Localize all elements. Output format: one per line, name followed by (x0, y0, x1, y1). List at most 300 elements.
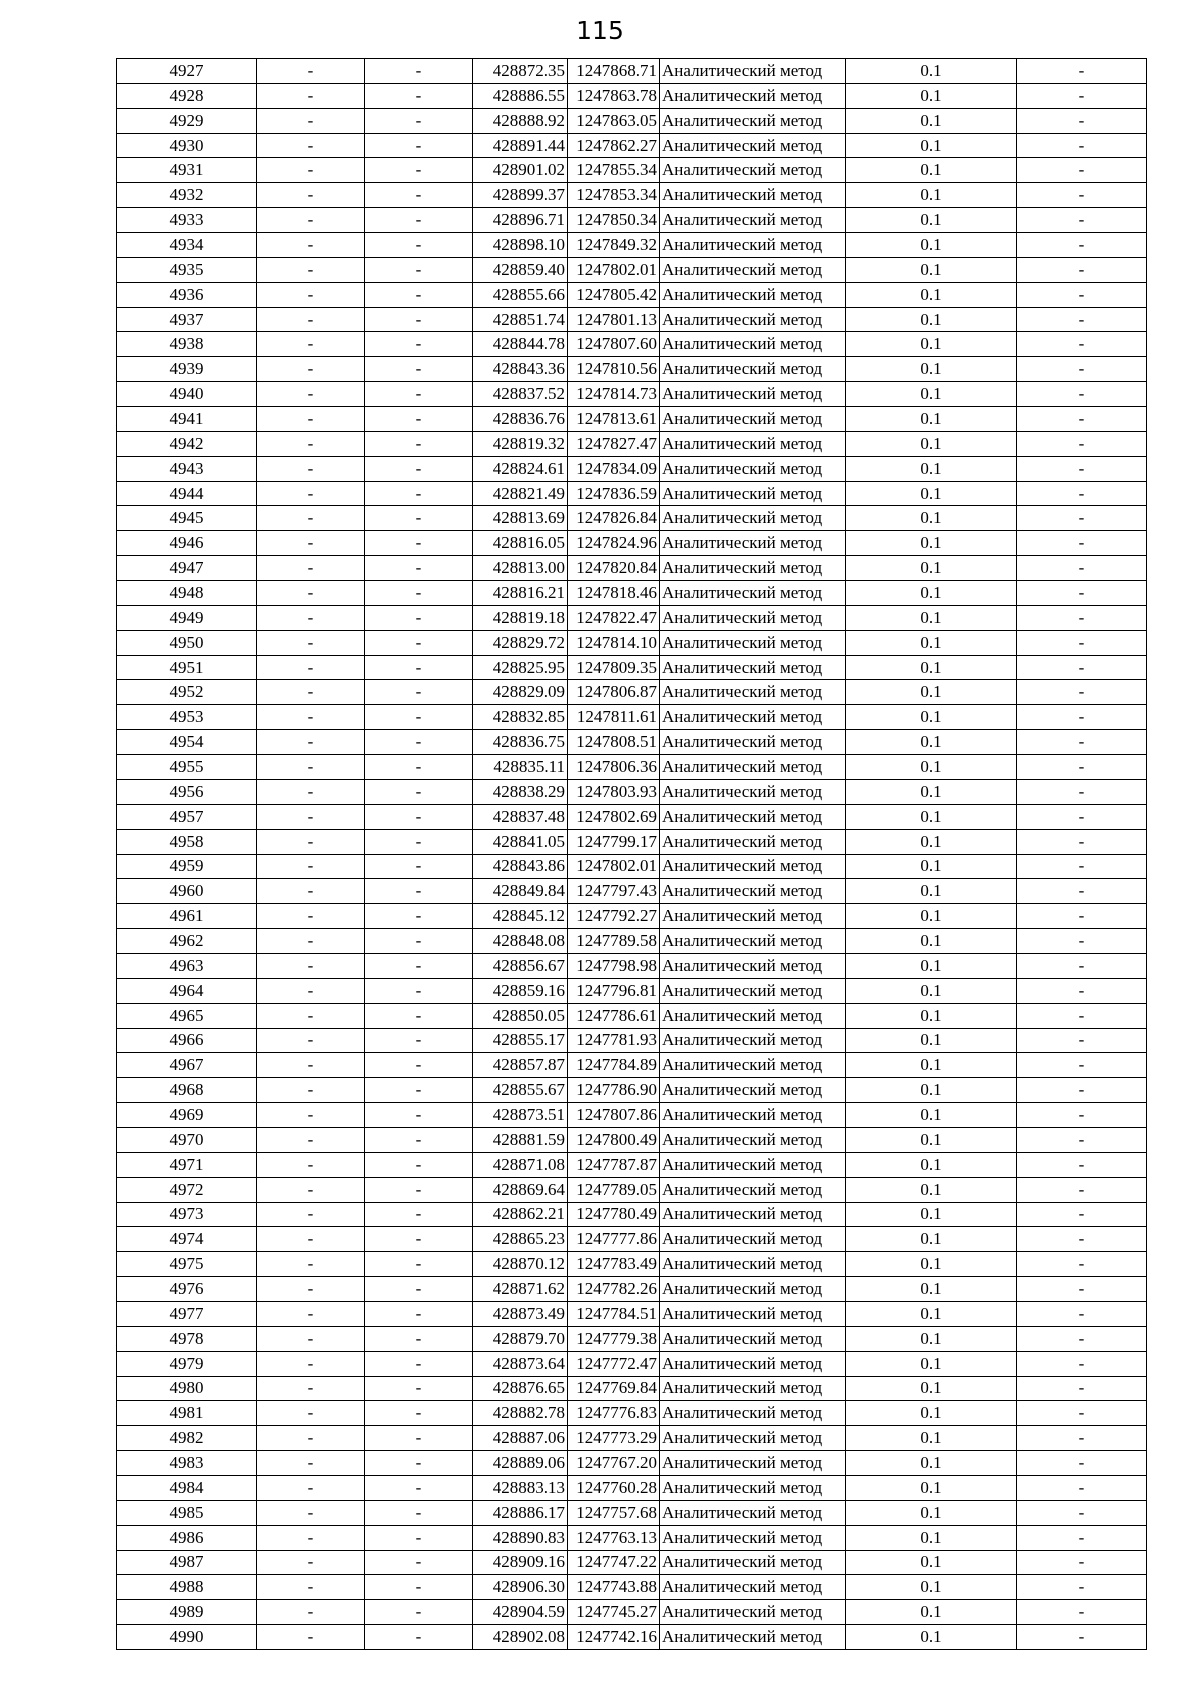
x-coordinate-cell: 428883.13 (473, 1475, 568, 1500)
accuracy-cell: 0.1 (846, 978, 1017, 1003)
point-number-cell: 4942 (117, 431, 257, 456)
coord-b-cell: - (365, 1600, 473, 1625)
accuracy-cell: 0.1 (846, 1326, 1017, 1351)
x-coordinate-cell: 428845.12 (473, 904, 568, 929)
table-row (117, 1053, 1147, 1078)
y-coordinate-cell: 1247786.90 (568, 1078, 660, 1103)
y-coordinate-cell: 1247855.34 (568, 158, 660, 183)
method-cell: Аналитический метод (660, 730, 846, 755)
x-coordinate-cell: 428896.71 (473, 208, 568, 233)
table-row (117, 282, 1147, 307)
point-number-cell: 4984 (117, 1475, 257, 1500)
note-cell: - (1017, 1426, 1147, 1451)
table-row (117, 1202, 1147, 1227)
accuracy-cell: 0.1 (846, 1500, 1017, 1525)
coord-b-cell: - (365, 1177, 473, 1202)
y-coordinate-cell: 1247743.88 (568, 1575, 660, 1600)
accuracy-cell: 0.1 (846, 929, 1017, 954)
point-number-cell: 4951 (117, 655, 257, 680)
x-coordinate-cell: 428899.37 (473, 183, 568, 208)
accuracy-cell: 0.1 (846, 1376, 1017, 1401)
coord-a-cell: - (257, 1500, 365, 1525)
coord-b-cell: - (365, 1401, 473, 1426)
note-cell: - (1017, 1625, 1147, 1650)
y-coordinate-cell: 1247777.86 (568, 1227, 660, 1252)
method-cell: Аналитический метод (660, 456, 846, 481)
x-coordinate-cell: 428872.35 (473, 59, 568, 84)
x-coordinate-cell: 428837.52 (473, 382, 568, 407)
method-cell: Аналитический метод (660, 233, 846, 258)
note-cell: - (1017, 1451, 1147, 1476)
coord-b-cell: - (365, 581, 473, 606)
coord-b-cell: - (365, 1028, 473, 1053)
table-row (117, 1301, 1147, 1326)
coordinates-table (116, 58, 1147, 1650)
point-number-cell: 4971 (117, 1152, 257, 1177)
coord-b-cell: - (365, 978, 473, 1003)
coord-b-cell: - (365, 953, 473, 978)
y-coordinate-cell: 1247834.09 (568, 456, 660, 481)
note-cell: - (1017, 357, 1147, 382)
coord-a-cell: - (257, 1451, 365, 1476)
point-number-cell: 4978 (117, 1326, 257, 1351)
table-row (117, 1028, 1147, 1053)
table-row (117, 605, 1147, 630)
coord-b-cell: - (365, 556, 473, 581)
table-row (117, 755, 1147, 780)
method-cell: Аналитический метод (660, 1301, 846, 1326)
table-row (117, 1103, 1147, 1128)
coord-b-cell: - (365, 605, 473, 630)
method-cell: Аналитический метод (660, 605, 846, 630)
coord-a-cell: - (257, 282, 365, 307)
coord-b-cell: - (365, 481, 473, 506)
note-cell: - (1017, 978, 1147, 1003)
point-number-cell: 4955 (117, 755, 257, 780)
y-coordinate-cell: 1247781.93 (568, 1028, 660, 1053)
x-coordinate-cell: 428819.32 (473, 431, 568, 456)
coord-a-cell: - (257, 879, 365, 904)
accuracy-cell: 0.1 (846, 183, 1017, 208)
method-cell: Аналитический метод (660, 208, 846, 233)
coord-a-cell: - (257, 183, 365, 208)
coord-a-cell: - (257, 1078, 365, 1103)
y-coordinate-cell: 1247813.61 (568, 407, 660, 432)
method-cell: Аналитический метод (660, 581, 846, 606)
x-coordinate-cell: 428865.23 (473, 1227, 568, 1252)
accuracy-cell: 0.1 (846, 1475, 1017, 1500)
method-cell: Аналитический метод (660, 1625, 846, 1650)
method-cell: Аналитический метод (660, 1426, 846, 1451)
coord-a-cell: - (257, 1277, 365, 1302)
table-row (117, 531, 1147, 556)
accuracy-cell: 0.1 (846, 1202, 1017, 1227)
table-row (117, 1475, 1147, 1500)
x-coordinate-cell: 428889.06 (473, 1451, 568, 1476)
point-number-cell: 4988 (117, 1575, 257, 1600)
point-number-cell: 4977 (117, 1301, 257, 1326)
note-cell: - (1017, 1301, 1147, 1326)
accuracy-cell: 0.1 (846, 233, 1017, 258)
method-cell: Аналитический метод (660, 978, 846, 1003)
y-coordinate-cell: 1247787.87 (568, 1152, 660, 1177)
coord-a-cell: - (257, 1401, 365, 1426)
point-number-cell: 4979 (117, 1351, 257, 1376)
coord-b-cell: - (365, 1202, 473, 1227)
table-row (117, 1277, 1147, 1302)
x-coordinate-cell: 428837.48 (473, 804, 568, 829)
method-cell: Аналитический метод (660, 1575, 846, 1600)
coord-b-cell: - (365, 804, 473, 829)
coord-b-cell: - (365, 829, 473, 854)
coord-a-cell: - (257, 1202, 365, 1227)
method-cell: Аналитический метод (660, 108, 846, 133)
table-row (117, 357, 1147, 382)
note-cell: - (1017, 730, 1147, 755)
note-cell: - (1017, 556, 1147, 581)
note-cell: - (1017, 1053, 1147, 1078)
coord-b-cell: - (365, 630, 473, 655)
coord-a-cell: - (257, 1426, 365, 1451)
coord-a-cell: - (257, 1351, 365, 1376)
accuracy-cell: 0.1 (846, 282, 1017, 307)
coord-b-cell: - (365, 257, 473, 282)
coord-a-cell: - (257, 1103, 365, 1128)
table-row (117, 1127, 1147, 1152)
method-cell: Аналитический метод (660, 407, 846, 432)
accuracy-cell: 0.1 (846, 655, 1017, 680)
x-coordinate-cell: 428879.70 (473, 1326, 568, 1351)
point-number-cell: 4954 (117, 730, 257, 755)
table-row (117, 506, 1147, 531)
note-cell: - (1017, 581, 1147, 606)
x-coordinate-cell: 428849.84 (473, 879, 568, 904)
x-coordinate-cell: 428886.55 (473, 83, 568, 108)
coord-b-cell: - (365, 1351, 473, 1376)
method-cell: Аналитический метод (660, 1078, 846, 1103)
coord-a-cell: - (257, 556, 365, 581)
point-number-cell: 4927 (117, 59, 257, 84)
y-coordinate-cell: 1247803.93 (568, 779, 660, 804)
y-coordinate-cell: 1247808.51 (568, 730, 660, 755)
x-coordinate-cell: 428890.83 (473, 1525, 568, 1550)
table-row (117, 953, 1147, 978)
table-row (117, 481, 1147, 506)
method-cell: Аналитический метод (660, 904, 846, 929)
method-cell: Аналитический метод (660, 556, 846, 581)
accuracy-cell: 0.1 (846, 581, 1017, 606)
point-number-cell: 4990 (117, 1625, 257, 1650)
y-coordinate-cell: 1247863.78 (568, 83, 660, 108)
accuracy-cell: 0.1 (846, 779, 1017, 804)
table-row (117, 59, 1147, 84)
y-coordinate-cell: 1247807.86 (568, 1103, 660, 1128)
x-coordinate-cell: 428857.87 (473, 1053, 568, 1078)
point-number-cell: 4950 (117, 630, 257, 655)
x-coordinate-cell: 428891.44 (473, 133, 568, 158)
accuracy-cell: 0.1 (846, 382, 1017, 407)
table-row (117, 108, 1147, 133)
note-cell: - (1017, 83, 1147, 108)
accuracy-cell: 0.1 (846, 332, 1017, 357)
note-cell: - (1017, 1277, 1147, 1302)
coord-a-cell: - (257, 233, 365, 258)
y-coordinate-cell: 1247802.01 (568, 854, 660, 879)
y-coordinate-cell: 1247868.71 (568, 59, 660, 84)
point-number-cell: 4972 (117, 1177, 257, 1202)
coord-b-cell: - (365, 1152, 473, 1177)
accuracy-cell: 0.1 (846, 1152, 1017, 1177)
method-cell: Аналитический метод (660, 158, 846, 183)
y-coordinate-cell: 1247826.84 (568, 506, 660, 531)
point-number-cell: 4934 (117, 233, 257, 258)
coord-b-cell: - (365, 1575, 473, 1600)
table-row (117, 1326, 1147, 1351)
method-cell: Аналитический метод (660, 332, 846, 357)
accuracy-cell: 0.1 (846, 83, 1017, 108)
coord-b-cell: - (365, 1003, 473, 1028)
table-row (117, 158, 1147, 183)
table-row (117, 1177, 1147, 1202)
point-number-cell: 4961 (117, 904, 257, 929)
table-row (117, 1152, 1147, 1177)
coord-a-cell: - (257, 978, 365, 1003)
x-coordinate-cell: 428887.06 (473, 1426, 568, 1451)
coord-b-cell: - (365, 854, 473, 879)
coord-a-cell: - (257, 1152, 365, 1177)
y-coordinate-cell: 1247757.68 (568, 1500, 660, 1525)
accuracy-cell: 0.1 (846, 605, 1017, 630)
table-row (117, 829, 1147, 854)
accuracy-cell: 0.1 (846, 854, 1017, 879)
coord-a-cell: - (257, 1028, 365, 1053)
x-coordinate-cell: 428844.78 (473, 332, 568, 357)
note-cell: - (1017, 282, 1147, 307)
coord-b-cell: - (365, 407, 473, 432)
coord-b-cell: - (365, 506, 473, 531)
x-coordinate-cell: 428856.67 (473, 953, 568, 978)
y-coordinate-cell: 1247809.35 (568, 655, 660, 680)
point-number-cell: 4963 (117, 953, 257, 978)
note-cell: - (1017, 133, 1147, 158)
point-number-cell: 4975 (117, 1252, 257, 1277)
note-cell: - (1017, 257, 1147, 282)
note-cell: - (1017, 630, 1147, 655)
point-number-cell: 4949 (117, 605, 257, 630)
point-number-cell: 4974 (117, 1227, 257, 1252)
coord-a-cell: - (257, 83, 365, 108)
x-coordinate-cell: 428906.30 (473, 1575, 568, 1600)
y-coordinate-cell: 1247800.49 (568, 1127, 660, 1152)
coord-b-cell: - (365, 1252, 473, 1277)
coord-b-cell: - (365, 1227, 473, 1252)
method-cell: Аналитический метод (660, 755, 846, 780)
x-coordinate-cell: 428871.08 (473, 1152, 568, 1177)
coord-a-cell: - (257, 929, 365, 954)
coord-a-cell: - (257, 531, 365, 556)
coord-b-cell: - (365, 1451, 473, 1476)
table-row (117, 1600, 1147, 1625)
method-cell: Аналитический метод (660, 953, 846, 978)
accuracy-cell: 0.1 (846, 158, 1017, 183)
accuracy-cell: 0.1 (846, 1028, 1017, 1053)
method-cell: Аналитический метод (660, 1277, 846, 1302)
x-coordinate-cell: 428843.36 (473, 357, 568, 382)
accuracy-cell: 0.1 (846, 879, 1017, 904)
note-cell: - (1017, 1351, 1147, 1376)
method-cell: Аналитический метод (660, 1525, 846, 1550)
coord-a-cell: - (257, 630, 365, 655)
coord-b-cell: - (365, 133, 473, 158)
x-coordinate-cell: 428898.10 (473, 233, 568, 258)
point-number-cell: 4982 (117, 1426, 257, 1451)
note-cell: - (1017, 779, 1147, 804)
note-cell: - (1017, 481, 1147, 506)
note-cell: - (1017, 307, 1147, 332)
method-cell: Аналитический метод (660, 680, 846, 705)
coord-b-cell: - (365, 1301, 473, 1326)
table-row (117, 1351, 1147, 1376)
accuracy-cell: 0.1 (846, 1525, 1017, 1550)
y-coordinate-cell: 1247810.56 (568, 357, 660, 382)
note-cell: - (1017, 407, 1147, 432)
accuracy-cell: 0.1 (846, 456, 1017, 481)
accuracy-cell: 0.1 (846, 804, 1017, 829)
x-coordinate-cell: 428869.64 (473, 1177, 568, 1202)
page-number: 115 (576, 16, 624, 45)
x-coordinate-cell: 428836.75 (473, 730, 568, 755)
y-coordinate-cell: 1247862.27 (568, 133, 660, 158)
x-coordinate-cell: 428848.08 (473, 929, 568, 954)
y-coordinate-cell: 1247822.47 (568, 605, 660, 630)
method-cell: Аналитический метод (660, 183, 846, 208)
point-number-cell: 4976 (117, 1277, 257, 1302)
x-coordinate-cell: 428816.21 (473, 581, 568, 606)
point-number-cell: 4965 (117, 1003, 257, 1028)
table-row (117, 904, 1147, 929)
point-number-cell: 4936 (117, 282, 257, 307)
method-cell: Аналитический метод (660, 382, 846, 407)
table-row (117, 680, 1147, 705)
accuracy-cell: 0.1 (846, 1426, 1017, 1451)
coord-a-cell: - (257, 1475, 365, 1500)
table-row (117, 1252, 1147, 1277)
accuracy-cell: 0.1 (846, 1003, 1017, 1028)
coord-a-cell: - (257, 357, 365, 382)
x-coordinate-cell: 428881.59 (473, 1127, 568, 1152)
note-cell: - (1017, 1475, 1147, 1500)
coord-a-cell: - (257, 581, 365, 606)
note-cell: - (1017, 1127, 1147, 1152)
note-cell: - (1017, 1252, 1147, 1277)
point-number-cell: 4983 (117, 1451, 257, 1476)
note-cell: - (1017, 1600, 1147, 1625)
table-row (117, 1525, 1147, 1550)
coord-a-cell: - (257, 1600, 365, 1625)
note-cell: - (1017, 1500, 1147, 1525)
note-cell: - (1017, 382, 1147, 407)
point-number-cell: 4986 (117, 1525, 257, 1550)
method-cell: Аналитический метод (660, 357, 846, 382)
method-cell: Аналитический метод (660, 481, 846, 506)
y-coordinate-cell: 1247811.61 (568, 705, 660, 730)
y-coordinate-cell: 1247827.47 (568, 431, 660, 456)
coord-b-cell: - (365, 904, 473, 929)
point-number-cell: 4989 (117, 1600, 257, 1625)
accuracy-cell: 0.1 (846, 730, 1017, 755)
coord-a-cell: - (257, 481, 365, 506)
x-coordinate-cell: 428824.61 (473, 456, 568, 481)
y-coordinate-cell: 1247783.49 (568, 1252, 660, 1277)
coord-b-cell: - (365, 431, 473, 456)
y-coordinate-cell: 1247849.32 (568, 233, 660, 258)
point-number-cell: 4967 (117, 1053, 257, 1078)
coord-a-cell: - (257, 680, 365, 705)
accuracy-cell: 0.1 (846, 1401, 1017, 1426)
note-cell: - (1017, 854, 1147, 879)
x-coordinate-cell: 428821.49 (473, 481, 568, 506)
point-number-cell: 4957 (117, 804, 257, 829)
point-number-cell: 4970 (117, 1127, 257, 1152)
accuracy-cell: 0.1 (846, 1301, 1017, 1326)
point-number-cell: 4968 (117, 1078, 257, 1103)
note-cell: - (1017, 1152, 1147, 1177)
coord-b-cell: - (365, 779, 473, 804)
table-row (117, 1426, 1147, 1451)
table-row (117, 1401, 1147, 1426)
table-row (117, 804, 1147, 829)
method-cell: Аналитический метод (660, 1326, 846, 1351)
coord-b-cell: - (365, 282, 473, 307)
coord-b-cell: - (365, 208, 473, 233)
point-number-cell: 4945 (117, 506, 257, 531)
x-coordinate-cell: 428855.66 (473, 282, 568, 307)
coord-b-cell: - (365, 730, 473, 755)
coord-b-cell: - (365, 158, 473, 183)
note-cell: - (1017, 1227, 1147, 1252)
coord-b-cell: - (365, 1475, 473, 1500)
coord-b-cell: - (365, 1426, 473, 1451)
table-row (117, 1376, 1147, 1401)
note-cell: - (1017, 506, 1147, 531)
method-cell: Аналитический метод (660, 431, 846, 456)
note-cell: - (1017, 1202, 1147, 1227)
note-cell: - (1017, 879, 1147, 904)
y-coordinate-cell: 1247802.69 (568, 804, 660, 829)
coord-b-cell: - (365, 879, 473, 904)
x-coordinate-cell: 428873.49 (473, 1301, 568, 1326)
table-row (117, 1078, 1147, 1103)
table-row (117, 257, 1147, 282)
x-coordinate-cell: 428819.18 (473, 605, 568, 630)
coord-b-cell: - (365, 59, 473, 84)
point-number-cell: 4953 (117, 705, 257, 730)
x-coordinate-cell: 428835.11 (473, 755, 568, 780)
coord-a-cell: - (257, 332, 365, 357)
point-number-cell: 4939 (117, 357, 257, 382)
point-number-cell: 4964 (117, 978, 257, 1003)
coord-a-cell: - (257, 705, 365, 730)
point-number-cell: 4973 (117, 1202, 257, 1227)
coord-a-cell: - (257, 730, 365, 755)
method-cell: Аналитический метод (660, 1152, 846, 1177)
y-coordinate-cell: 1247769.84 (568, 1376, 660, 1401)
point-number-cell: 4966 (117, 1028, 257, 1053)
note-cell: - (1017, 1525, 1147, 1550)
method-cell: Аналитический метод (660, 1475, 846, 1500)
method-cell: Аналитический метод (660, 133, 846, 158)
x-coordinate-cell: 428836.76 (473, 407, 568, 432)
